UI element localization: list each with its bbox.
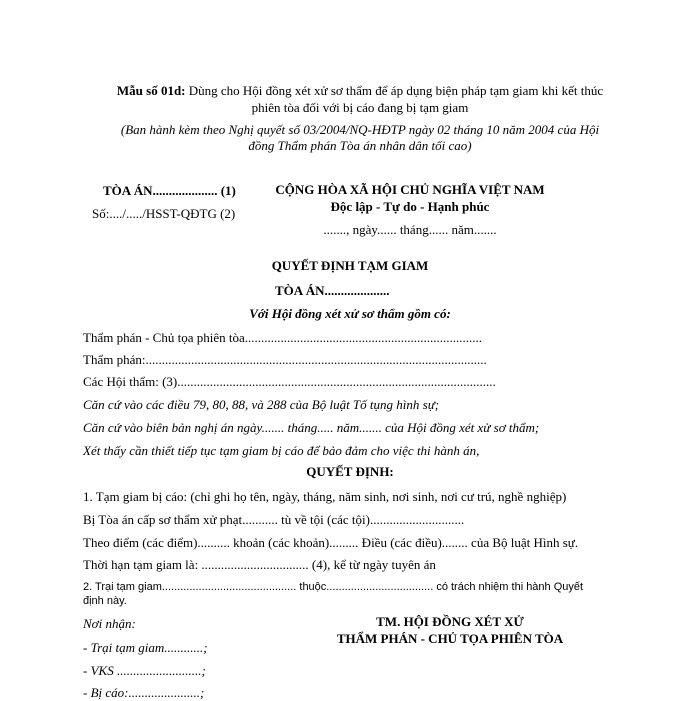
decision-title: QUYẾT ĐỊNH TẠM GIAM: [271, 258, 429, 273]
court-name: TÒA ÁN.................... (1): [103, 183, 236, 198]
form-purpose-text: Dùng cho Hội đồng xét xử sơ thẩm để áp dụng biện pháp tạm giam khi kết thúc: [185, 83, 604, 98]
member-judge: Thẩm phán:.........................................................................................................: [83, 352, 487, 367]
ground-necessity: Xét thấy cần thiết tiếp tục tạm giam bị cáo để bảo đảm cho việc thi hành án,: [83, 443, 480, 458]
clause-2-line-2: định này.: [83, 595, 127, 607]
body-line-legal-basis: Theo điểm (các điểm).......... khoản (các khoản)......... Điều (các điều)........ của Bộ luật Hình sự.: [83, 535, 579, 550]
form-issued-line-1: (Ban hành kèm theo Nghị quyết số 03/2004/NQ-HĐTP ngày 02 tháng 10 năm 2004 của Hội: [120, 122, 600, 137]
recipients-title: Nơi nhận:: [83, 616, 136, 631]
ground-law: Căn cứ vào các điều 79, 80, 88, và 288 của Bộ luật Tố tụng hình sự;: [83, 397, 440, 412]
ground-minutes: Căn cứ vào biên bản nghị án ngày....... tháng..... năm....... của Hội đồng xét xử sơ thẩm;: [83, 420, 540, 435]
body-line-sentence: Bị Tòa án cấp sơ thẩm xử phạt........... tù về tội (các tội).............................: [83, 512, 465, 527]
member-jurors: Các Hội thẩm: (3)..................................................................................................: [83, 374, 496, 389]
date-line: ......., ngày...... tháng...... năm.......: [323, 222, 497, 237]
form-purpose-line-1: [60, 83, 660, 99]
member-presiding-judge: Thẩm phán - Chủ tọa phiên tòa.........................................................................: [83, 330, 482, 345]
form-purpose-line-2: phiên tòa đối với bị cáo đang bị tạm giam: [251, 100, 469, 115]
national-title: CỘNG HÒA XÃ HỘI CHỦ NGHĨA VIỆT NAM: [275, 182, 545, 197]
recipient-detention-camp: - Trại tạm giam............;: [83, 640, 208, 655]
recipient-defendant: - Bị cáo:......................;: [83, 685, 205, 700]
body-line-duration: Thời hạn tạm giam là: ................................. (4), kể từ ngày tuyên án: [83, 557, 436, 572]
panel-intro: Với Hội đồng xét xử sơ thẩm gồm có:: [249, 306, 451, 321]
signature-line-2: THẨM PHÁN - CHỦ TỌA PHIÊN TÒA: [336, 631, 564, 646]
recipient-procuracy: - VKS ..........................;: [83, 663, 206, 678]
clause-2-line-1: 2. Trại tạm giam............................................ thuộc................................... có trách nhiệm thi hành Quyết: [83, 581, 584, 593]
form-code-label: Mẫu số 01d:: [116, 83, 186, 98]
form-issued-line-2: đồng Thẩm phán Tòa án nhân dân tối cao): [248, 138, 472, 153]
decides-title: QUYẾT ĐỊNH:: [306, 464, 394, 479]
body-line-detain: 1. Tạm giam bị cáo: (chỉ ghi họ tên, ngày, tháng, năm sinh, nơi sinh, nơi cư trú, nghề nghiệp): [83, 489, 567, 504]
national-motto: Độc lập - Tự do - Hạnh phúc: [330, 199, 490, 214]
decision-court-line: TÒA ÁN....................: [275, 283, 390, 298]
signature-line-1: TM. HỘI ĐỒNG XÉT XỬ: [376, 614, 524, 629]
decision-number: Số:..../...../HSST-QĐTG (2): [92, 206, 236, 221]
